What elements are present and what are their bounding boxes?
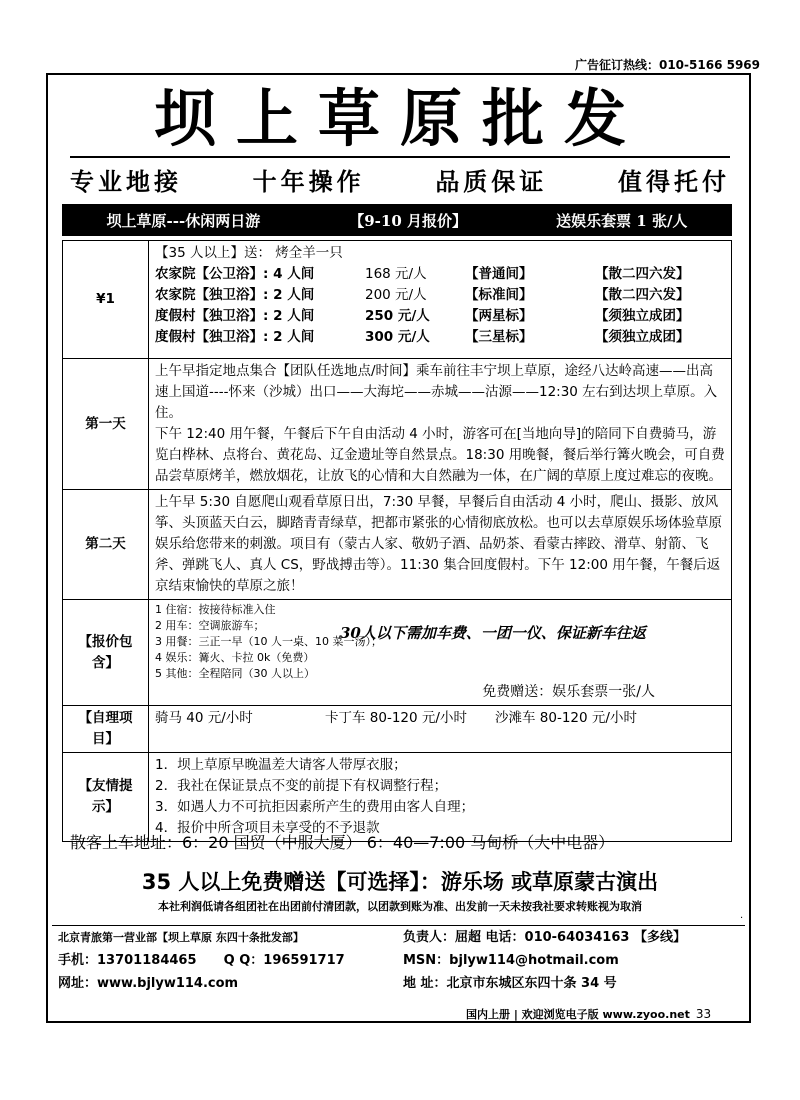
page-title: 坝上草原批发: [153, 82, 646, 155]
tips-cell: 1．坝上草原早晚温差大请客人带厚衣服； 2．我社在保证景点不变的前提下有权调整行程； 3．如遇人力不可抗拒因素所产生的费用由客人自理； 4．报价中所含项目未享受的不予退款: [149, 753, 732, 842]
tips-row: [63, 753, 732, 842]
ad-hotline: 广告征订热线：010-5166 5969: [574, 58, 760, 72]
tour-name: 坝上草原---休闲两日游: [106, 211, 261, 230]
handwritten-note: 30人以下需加车费、一团一仪、保证新车往返: [340, 624, 646, 642]
boarding-points: 散客上车地址：6：20 国贸（中服大厦） 6：40—7:00 马甸桥（大中电器）: [70, 833, 615, 852]
day2-label: 第二天: [63, 490, 149, 600]
qq: Q Q：196591717: [223, 953, 345, 968]
tour-gift: 送娱乐套票 1 张/人: [556, 211, 688, 230]
address: 地 址：北京市东城区东四十条 34 号: [403, 976, 617, 991]
slogan: 十年操作: [252, 167, 365, 196]
price-cell: [149, 241, 732, 359]
website: 网址：www.bjlyw114.com: [58, 976, 239, 991]
slogan-row: [70, 162, 730, 197]
manager-phone: 负责人：屈超 电话：010-64034163 【多线】: [403, 930, 686, 945]
contact-block: [52, 925, 745, 995]
tour-quote: 【9-10 月报价】: [349, 211, 468, 230]
includes-cell: 1 住宿：按接待标准入住 2 用车：空调旅游车； 3 用餐：三正一早（10 人一桌、10 菜一汤）； 4 娱乐：篝火、卡拉 0k（免费） 5 其他：全程陪同（30 人以上） 免费赠送：娱乐套票一张/人: [149, 600, 732, 706]
page-number: 33: [695, 1007, 712, 1021]
tour-banner: [62, 204, 732, 236]
price-label: ¥1: [63, 241, 149, 359]
price-intro: 【35 人以上】送： 烤全羊一只: [155, 245, 343, 261]
title-rule: [70, 156, 730, 158]
mobile: 手机：13701184465: [58, 953, 197, 968]
msn: MSN：bjlyw114@hotmail.com: [403, 953, 619, 968]
day1-text: 上午早指定地点集合【团队任选地点/时间】乘车前往丰宁坝上草原，途经八达岭高速——出高速上国道----怀来（沙城）出口——大海坨——赤城——沽源——12:30 左右到达坝上草原。入住。 下午 12:40 用午餐，午餐后下午自由活动 4 小时，游客可在[当地向导]的陪同下自费骑马，游览白桦林、点将台、黄花岛、辽金遗址等自然景点。18:30 用晚餐，餐后举行篝火晚会，可自费品尝草原烤羊，燃放烟花，让放飞的心情和大自然融为一体，在广阔的草原上度过难忘的夜晚。: [149, 359, 732, 490]
slogan: 值得托付: [617, 167, 730, 196]
page-footer: 国内上册 | 欢迎浏览电子版 www.zyoo.net 33: [466, 1007, 712, 1021]
price-line: 农家院【独卫浴】: 2 人间 200 元/人 【标准间】 【散二四六发】: [155, 287, 690, 303]
self-row: [63, 706, 732, 753]
company-name: 北京青旅第一营业部【坝上草原 东四十条批发部】: [58, 931, 304, 944]
day1-row: [63, 359, 732, 490]
day2-row: [63, 490, 732, 600]
slogan: 专业地接: [70, 167, 182, 196]
group-promo: 35 人以上免费赠送【可选择】：游乐场 或草原蒙古演出: [141, 870, 659, 894]
day2-text: 上午早 5:30 自愿爬山观看草原日出，7:30 早餐，早餐后自由活动 4 小时，爬山、摄影、放风筝、头顶蓝天白云，脚踏青青绿草，把都市紧张的心情彻底放松。也可以去草原娱乐场体验草原娱乐给您带来的刺激。项目有（蒙古人家、敬奶子酒、品奶茶、看蒙古摔跤、滑草、射箭、飞斧、弹跳飞人、真人 CS，野战搏击等）。11:30 集合回度假村。下午 12:00 用午餐，午餐后返京结束愉快的草原之旅！: [149, 490, 732, 600]
day1-label: 第一天: [63, 359, 149, 490]
self-items: 骑马 40 元/小时 卡丁车 80-120 元/小时 沙滩车 80-120 元/小时: [149, 706, 732, 753]
free-gift: 免费赠送：娱乐套票一张/人: [482, 684, 655, 700]
price-line: 度假村【独卫浴】: 2 人间 250 元/人 【两星标】 【须独立成团】: [155, 308, 690, 324]
includes-row: [63, 600, 732, 706]
payment-note: 本社利润低请各组团社在出团前付清团款，以团款到账为准、出发前一天未按我社要求转账视为取消: [158, 900, 642, 913]
slogan: 品质保证: [435, 167, 548, 196]
itinerary-table: [62, 240, 732, 842]
price-row: [63, 241, 732, 359]
price-line: 农家院【公卫浴】: 4 人间 168 元/人 【普通间】 【散二四六发】: [155, 266, 690, 282]
tips-label: 【友情提示】: [63, 753, 149, 842]
includes-label: 【报价包含】: [63, 600, 149, 706]
self-label: 【自理项目】: [63, 706, 149, 753]
price-line: 度假村【独卫浴】: 2 人间 300 元/人 【三星标】 【须独立成团】: [155, 329, 690, 345]
